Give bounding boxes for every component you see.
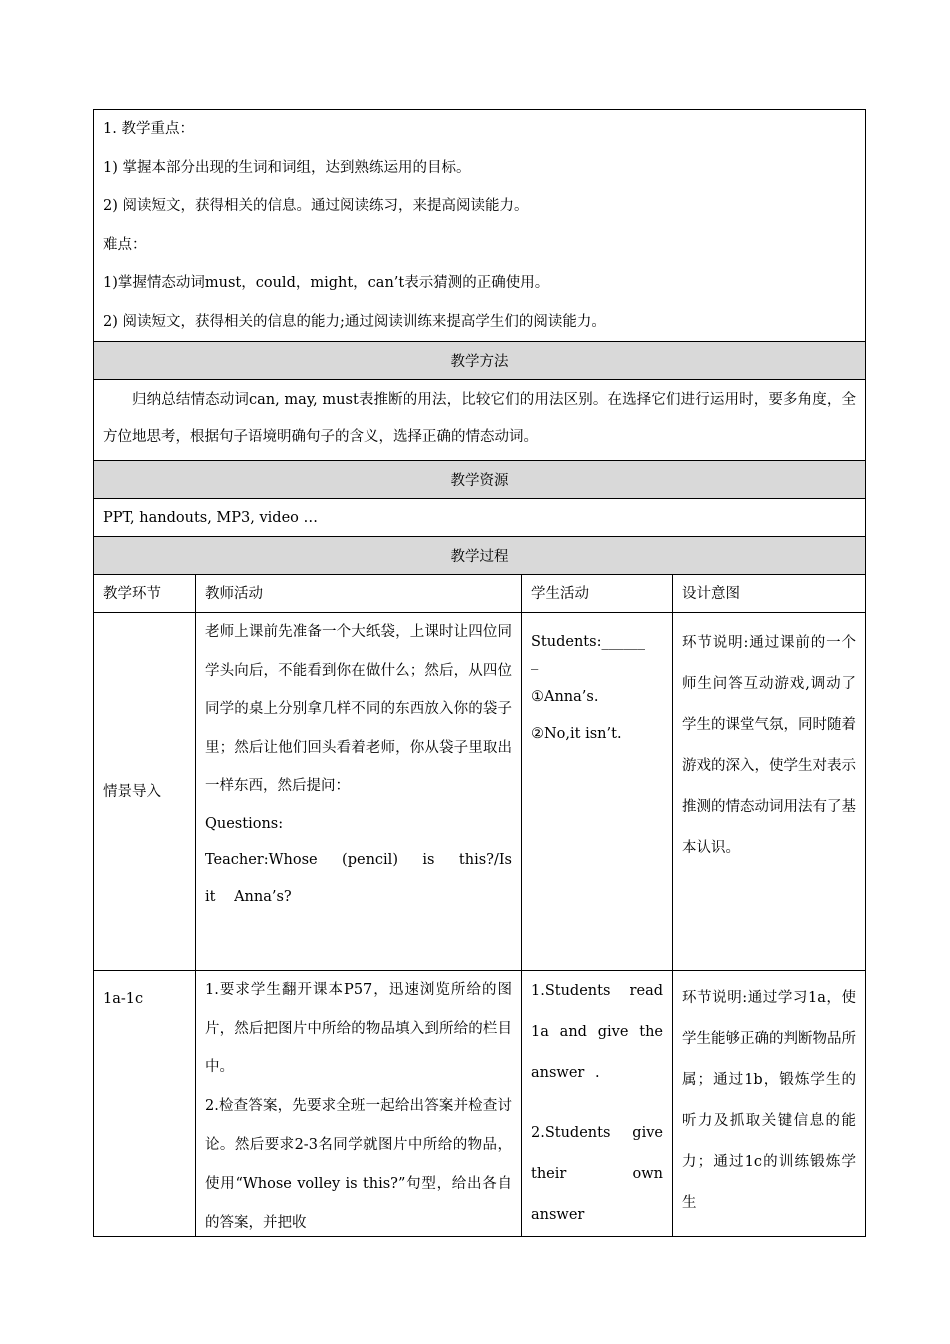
teacher-paragraph: 1.要求学生翻开课本P57，迅速浏览所给的图片，然后把图片中所给的物品填入到所给的栏目中。 — [205, 982, 512, 1075]
stage-label: 情景导入 — [103, 783, 161, 800]
resources-header-row — [94, 461, 866, 499]
focus-text — [94, 110, 865, 341]
methods-text: 归纳总结情态动词can, may, must表推断的用法，比较它们的用法区别。在选择它们进行运用时，要多角度，全方位地思考，根据句子语境明确句子的含义，选择正确的情态动词。 — [103, 392, 856, 445]
teacher-cell — [196, 971, 522, 1237]
focus-line: 1. 教学重点： — [103, 121, 194, 137]
teacher-text — [196, 971, 521, 1235]
stage-cell — [94, 613, 196, 971]
stage-cell — [94, 971, 196, 1237]
process-header: 教学过程 — [94, 537, 866, 575]
resources-header: 教学资源 — [94, 461, 866, 499]
teacher-cell — [196, 613, 522, 971]
student-line: 1.Students read 1a and give the answer . — [531, 983, 663, 1081]
focus-line: 1)掌握情态动词must，could，might，can’t表示猜测的正确使用。 — [103, 275, 550, 291]
focus-cell — [94, 110, 866, 342]
methods-header: 教学方法 — [94, 342, 866, 380]
intent-text: 环节说明:通过学习1a，使学生能够正确的判断物品所属；通过1b，锻炼学生的听力及抓取关键信息的能力；通过1c的训练锻炼学生 — [682, 990, 856, 1211]
student-text — [522, 971, 672, 1235]
resources-text: PPT, handouts, MP3, video … — [103, 509, 319, 526]
resources-cell — [94, 499, 866, 537]
methods-row — [94, 380, 866, 461]
student-text — [522, 613, 672, 753]
methods-header-row — [94, 342, 866, 380]
column-header-intent: 设计意图 — [673, 575, 866, 613]
methods-cell — [94, 380, 866, 461]
student-cell — [522, 613, 673, 971]
intent-text: 环节说明:通过课前的一个师生问答互动游戏,调动了学生的课堂气氛，同时随着游戏的深入，使学生对表示推测的情态动词用法有了基本认识。 — [682, 635, 856, 856]
teacher-paragraph: Teacher:Whose (pencil) is this?/Is it Anna’s? — [205, 851, 512, 905]
process-columns-row — [94, 575, 866, 613]
column-header-student: 学生活动 — [522, 575, 673, 613]
intent-cell — [673, 971, 866, 1237]
column-header-stage: 教学环节 — [94, 575, 196, 613]
focus-line: 1) 掌握本部分出现的生词和词组，达到熟练运用的目标。 — [103, 159, 471, 176]
focus-row — [94, 110, 866, 342]
process-row — [94, 971, 866, 1237]
student-line: ①Anna’s. — [531, 689, 599, 705]
process-row — [94, 613, 866, 971]
lesson-plan — [93, 109, 865, 1237]
student-line: ②No,it isn’t. — [531, 726, 622, 742]
stage-label: 1a-1c — [103, 991, 144, 1007]
teacher-paragraph: Questions: — [205, 815, 284, 832]
focus-line: 难点： — [103, 236, 147, 253]
teacher-text — [196, 613, 521, 916]
teacher-paragraph: 2.检查答案，先要求全班一起给出答案并检查讨论。然后要求2-3名同学就图片中所给的物品，使用“Whose volley is this?”句型，给出各自的答案，并把收 — [205, 1097, 512, 1231]
resources-row — [94, 499, 866, 537]
lesson-plan-table — [93, 109, 866, 1237]
student-line: Students:______ — [531, 634, 645, 650]
process-header-row — [94, 537, 866, 575]
student-line: _ — [531, 654, 539, 670]
intent-cell — [673, 613, 866, 971]
focus-line: 2) 阅读短文，获得相关的信息的能力;通过阅读训练来提高学生们的阅读能力。 — [103, 313, 606, 330]
student-cell — [522, 971, 673, 1237]
teacher-paragraph: 老师上课前先准备一个大纸袋，上课时让四位同学头向后，不能看到你在做什么；然后，从四位同学的桌上分别拿几样不同的东西放入你的袋子里；然后让他们回头看着老师，你从袋子里取出一样东西，然后提问： — [205, 624, 512, 794]
student-line: 2.Students give their own answer — [531, 1125, 663, 1223]
focus-line: 2) 阅读短文，获得相关的信息。通过阅读练习，来提高阅读能力。 — [103, 198, 529, 214]
column-header-teacher: 教师活动 — [196, 575, 522, 613]
